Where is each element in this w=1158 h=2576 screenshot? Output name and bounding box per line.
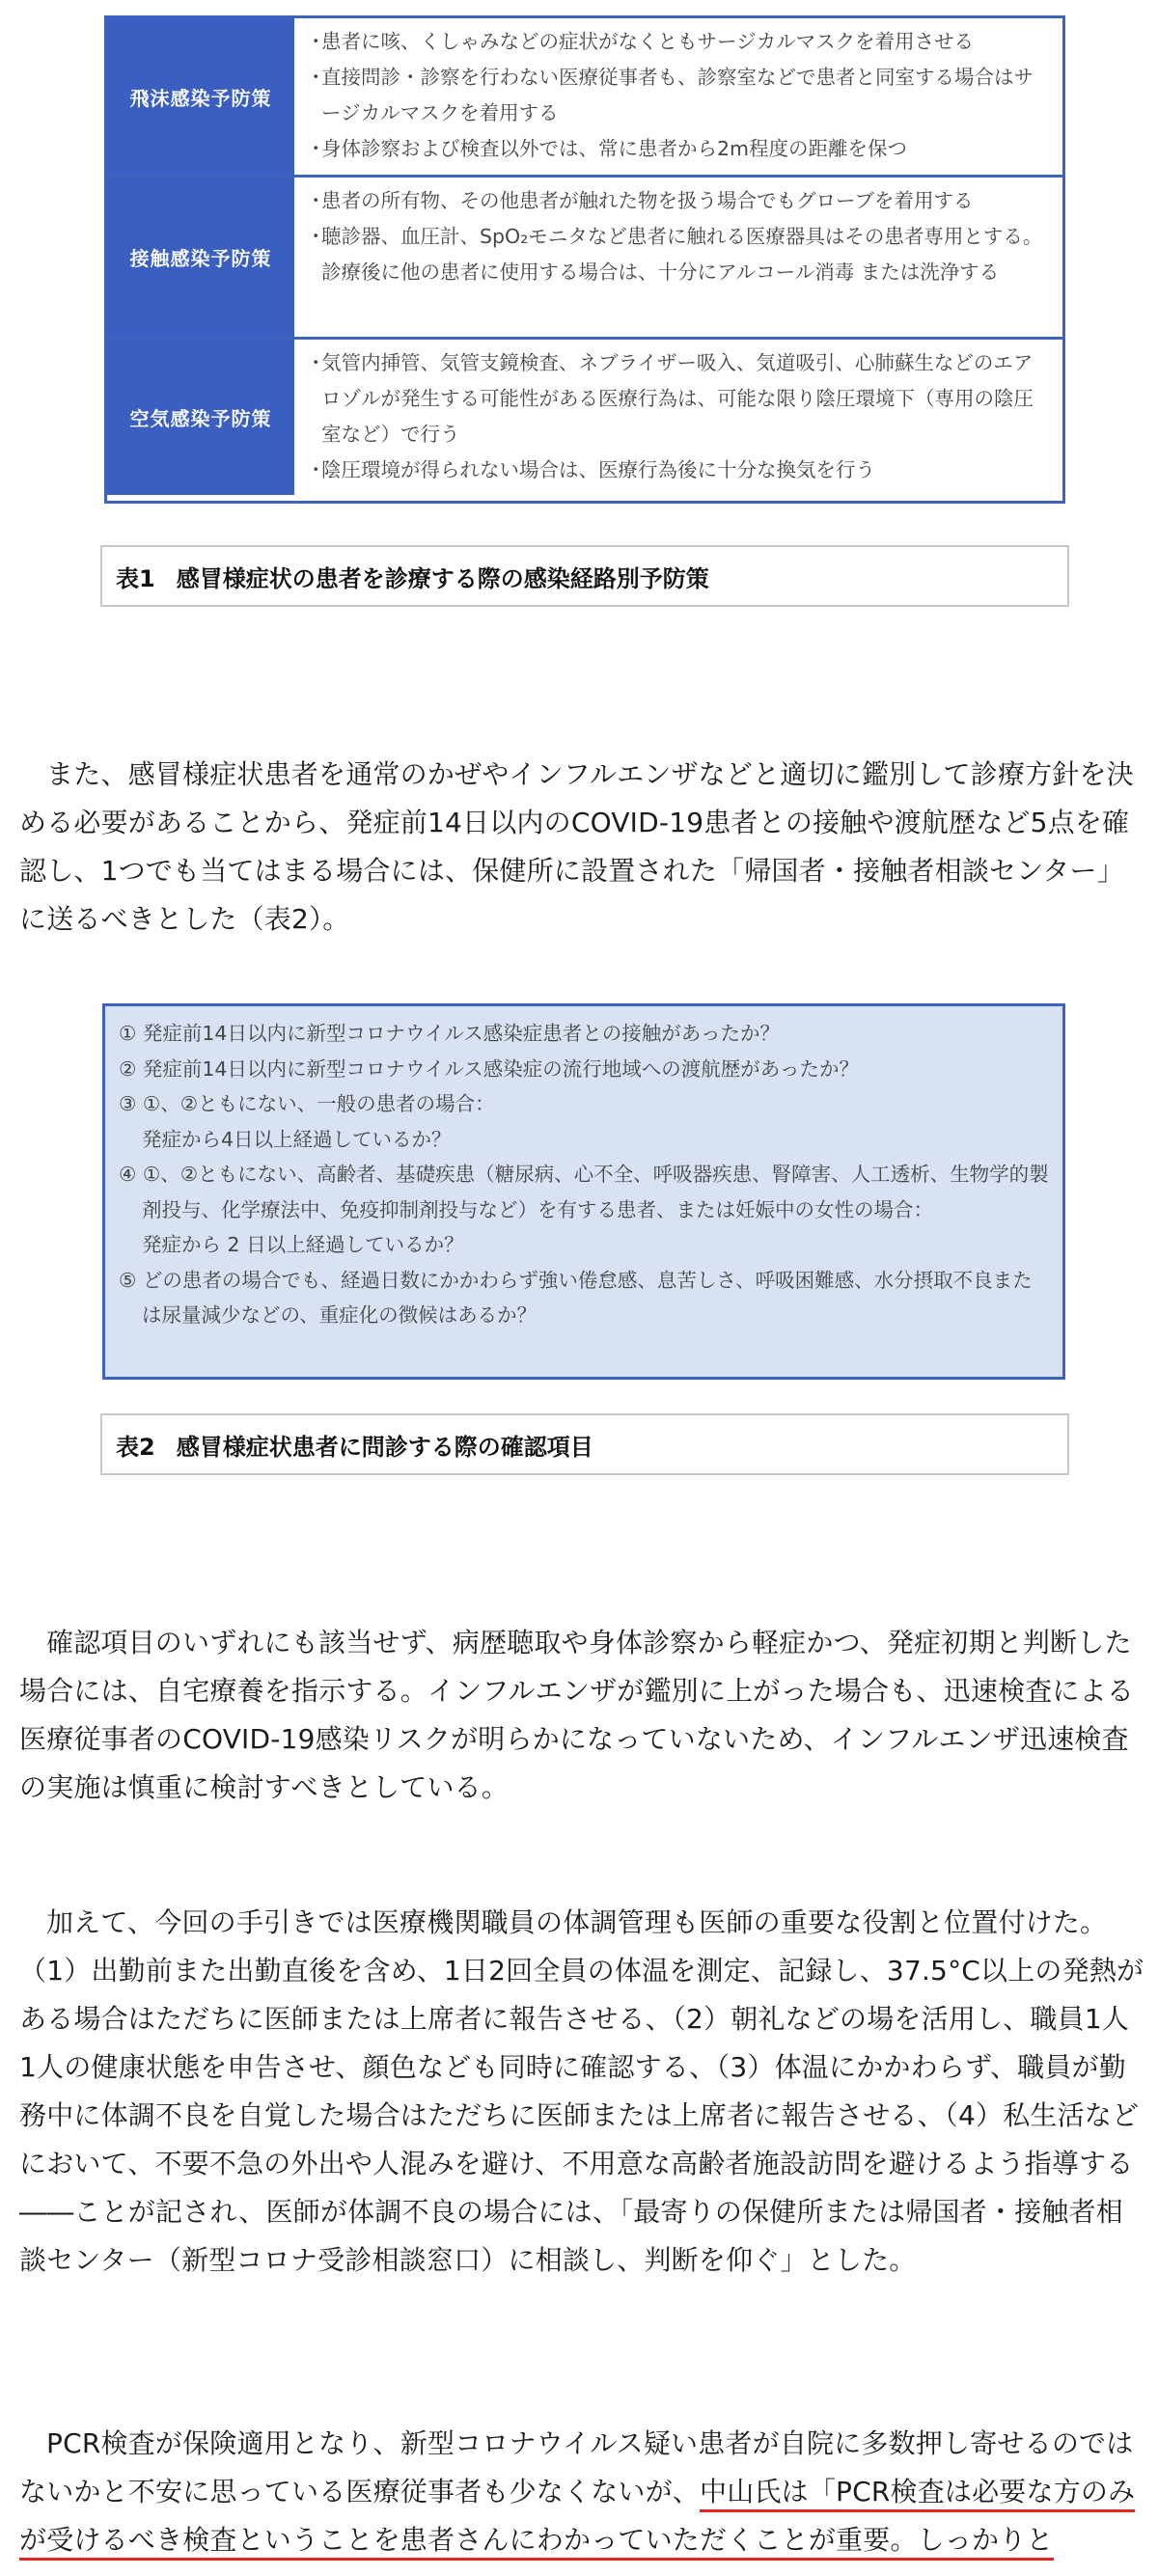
table-2 [102,1003,1065,1380]
table-row [107,175,1062,337]
row-content [294,18,1062,175]
caption-text: 感冒様症状の患者を診療する際の感染経路別予防策 [176,564,709,592]
body-paragraph-list: （1）出勤前また出勤直後を含め、1日2回全員の体温を測定、記録し、37.5°C以上の発熱がある場合はただちに医師または上席者に報告させる、（2）朝礼などの場を活用し、職員1人1人の健康状態を申告させ、顔色なども同時に確認する、（3）体温にかかわらず、職員が勤務中に体調不良を自覚した場合はただちに医師または上席者に報告させる、（4）私生活などにおいて、不要不急の外出や人混みを避け、不用意な高齢者施設訪問を避けるよう指導する――ことが記され、医師が体調不良の場合には、「最寄りの保健所または帰国者・接触者相談センター（新型コロナ受診相談窓口）に相談し、判断を仰ぐ」とした。 [19,1955,1144,2276]
underlined-quote: 中山氏は「PCR検査は必要な方のみが受けるべき検査ということを患者さんにわかっていただくことが重要。しっかりと [19,2476,1135,2561]
checklist-item: ① 発症前14日以内に新型コロナウイルス感染症患者との接触があったか？ [119,1022,781,1045]
checklist-item: ② 発症前14日以内に新型コロナウイルス感染症の流行地域への渡航歴があったか？ [119,1056,860,1081]
row-header: 空気感染予防策 [107,340,294,495]
body-paragraph [19,2420,1144,2564]
bullet-item: ・ 身体診察および検査以外では、常に患者から2m程度の距離を保つ [306,131,1049,167]
bullet-item: ・ 患者の所有物、その他患者が触れた物を扱う場合でもグローブを着用する [306,183,1049,219]
checklist-item: ⑤ どの患者の場合でも、経過日数にかかわらず強い倦怠感、息苦しさ、呼吸困難感、水分摂取不良または尿量減少などの、重症化の徴候はあるか？ [119,1268,1033,1327]
caption-text: 感冒様症状患者に問診する際の確認項目 [176,1433,593,1461]
row-content [294,178,1062,337]
paragraph-text: PCR検査が保険適用となり、新型コロナウイルス疑い患者が自院に多数押し寄せるのではないかと不安に思っている医療従事者も少なくないが、 [19,2427,1134,2507]
bullet-item: ・ 気管内挿管、気管支鏡検査、ネブライザー吸入、気道吸引、心肺蘇生などのエアロゾルが発生する可能性がある医療行為は、可能な限り陰圧環境下（専用の陰圧室など）で行う [306,345,1049,452]
row-header: 接触感染予防策 [107,178,294,337]
caption-label: 表2 [116,1433,155,1461]
table-1 [104,15,1065,504]
table-2-caption [100,1413,1069,1475]
bullet-item: ・ 直接問診・診察を行わない医療従事者も、診察室などで患者と同室する場合はサージカルマスクを着用する [306,60,1049,131]
bullet-item: ・ 聴診器、血圧計、SpO₂モニタなど患者に触れる医療器具はその患者専用とする。診療後に他の患者に使用する場合は、十分にアルコール消毒 または洗浄する [306,219,1049,290]
table-1-caption [100,545,1069,607]
row-content [294,340,1062,495]
bullet-item: ・ 陰圧環境が得られない場合は、医療行為後に十分な換気を行う [306,452,1049,488]
caption-label: 表1 [116,564,155,592]
checklist-item: ④ ①、②ともにない、高齢者、基礎疾患（糖尿病、心不全、呼吸器疾患、腎障害、人工透析、生物学的製剤投与、化学療法中、免疫抑制剤投与など）を有する患者、または妊娠中の女性の場合： 発症から 2 日以上経過しているか？ [119,1163,1049,1256]
table-row [107,18,1062,175]
table-row [107,337,1062,495]
checklist-item: ③ ①、②ともにない、一般の患者の場合： 発症から4日以上経過しているか？ [119,1092,495,1151]
row-header: 飛沫感染予防策 [107,18,294,175]
body-paragraph: 確認項目のいずれにも該当せず、病歴聴取や身体診察から軽症かつ、発症初期と判断した場合には、自宅療養を指示する。インフルエンザが鑑別に上がった場合も、迅速検査による医療従事者のCOVID-19感染リスクが明らかになっていないため、インフルエンザ迅速検査の実施は慎重に検討すべきとしている。 [19,1627,1135,1803]
body-paragraph: また、感冒様症状患者を通常のかぜやインフルエンザなどと適切に鑑別して診療方針を決める必要があることから、発症前14日以内のCOVID-19患者との接触や渡航歴など5点を確認し、1つでも当てはまる場合には、保健所に設置された「帰国者・接触者相談センター」に送るべきとした（表2）。 [19,758,1134,935]
bullet-item: ・ 患者に咳、くしゃみなどの症状がなくともサージカルマスクを着用させる [306,24,1049,60]
body-paragraph: 加えて、今回の手引きでは医療機関職員の体調管理も医師の重要な役割と位置付けた。 [46,1906,1108,1938]
